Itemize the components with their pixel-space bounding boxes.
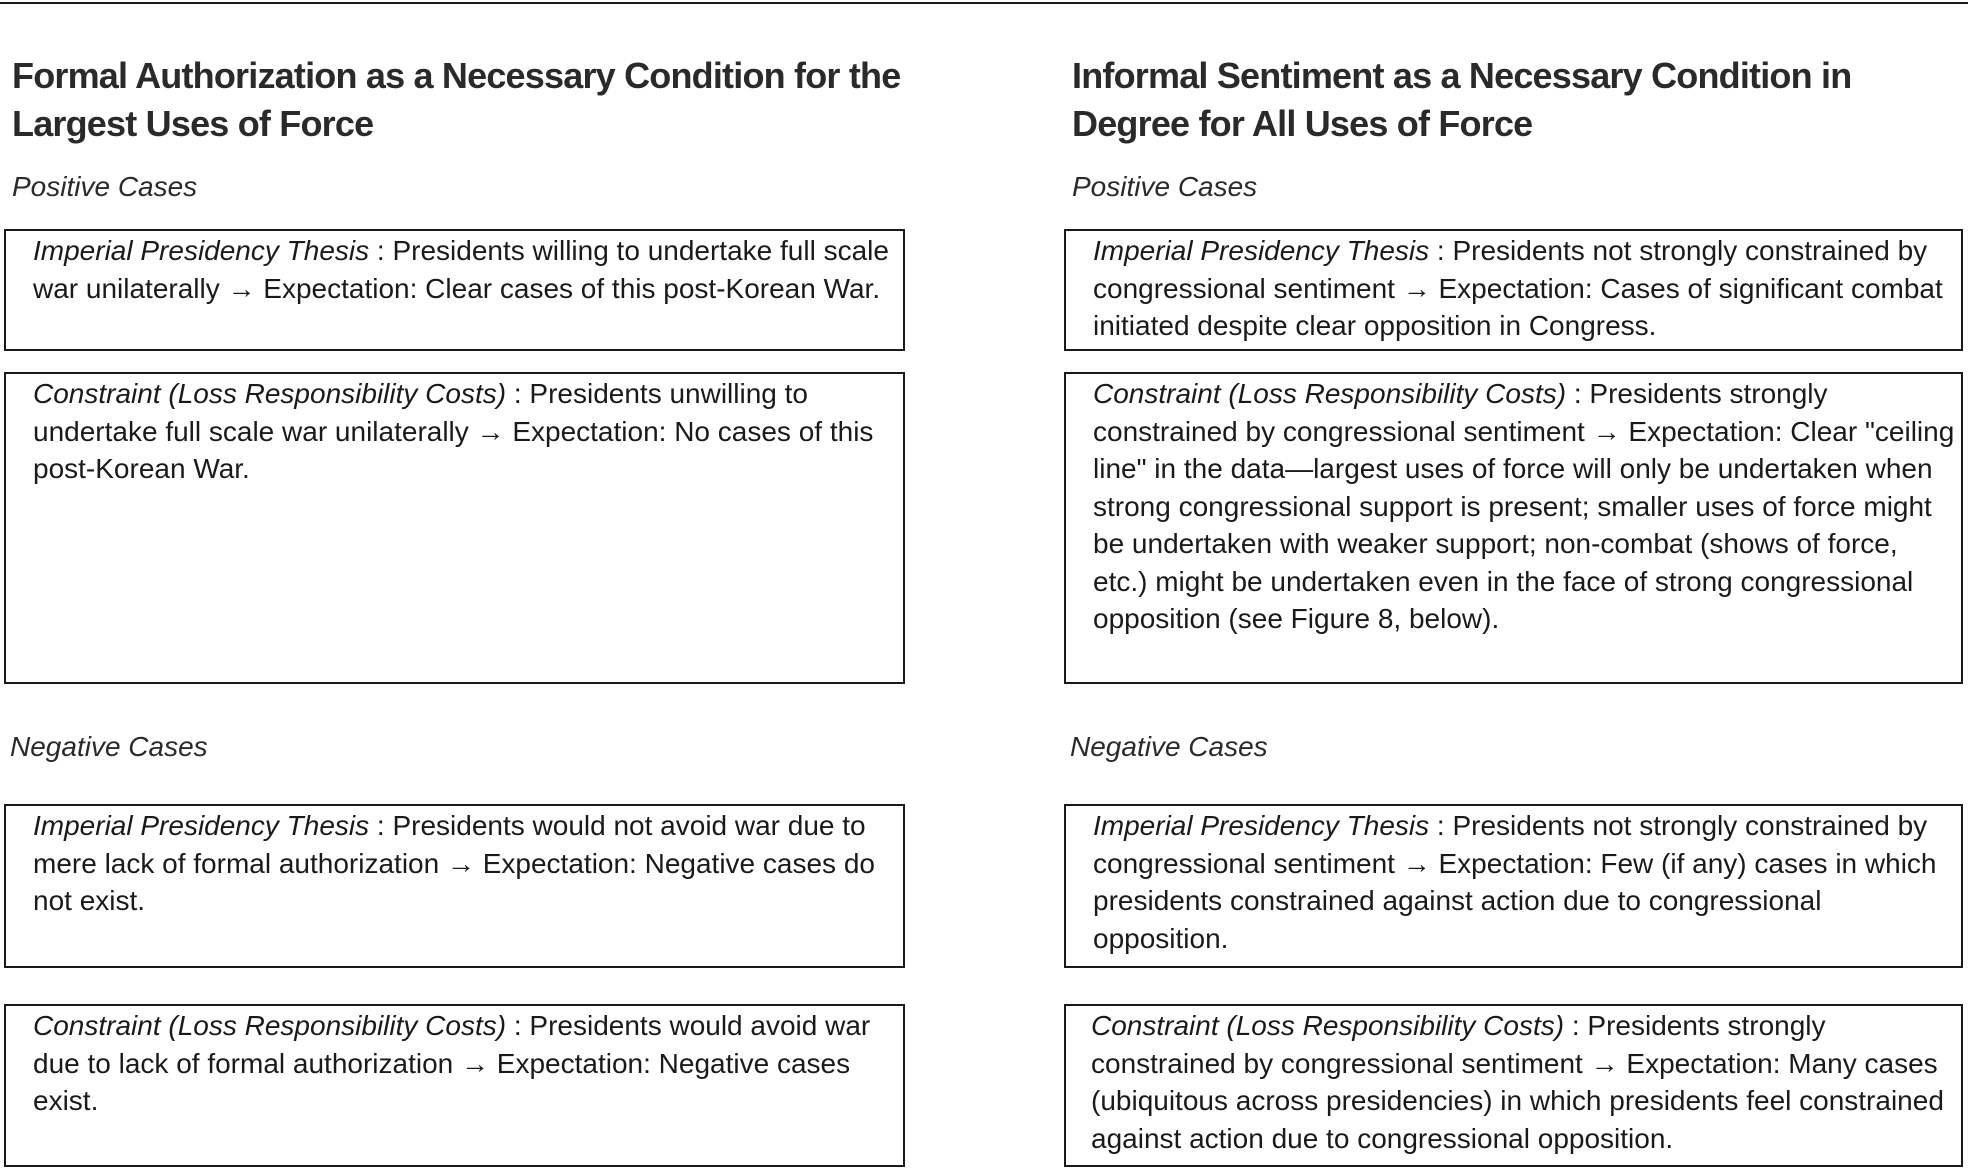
left-positive-cases-label: Positive Cases: [12, 171, 198, 202]
case-text: : Presidents strongly constrained by congressional sentiment → Expectation: Many cases (ubiquitous across presidencies) in which presidents feel constrained against action due to congressional opposition.: [1091, 1010, 1944, 1154]
case-text: : Presidents unwilling to undertake full scale war unilaterally → Expectation: No cases of this post-Korean War.: [33, 378, 874, 484]
case-text: : Presidents not strongly constrained by congressional sentiment → Expectation: Few (if any) cases in which presidents constrained against action due to congressional opposition.: [1093, 810, 1937, 954]
right-negative-cases-label: Negative Cases: [1070, 731, 1268, 762]
right-negative-imperial-box: [1064, 804, 1963, 968]
thesis-label: Constraint (Loss Responsibility Costs): [1093, 378, 1567, 409]
thesis-label: Constraint (Loss Responsibility Costs): [33, 1010, 507, 1041]
left-positive-imperial-box: [4, 229, 905, 351]
thesis-label: Constraint (Loss Responsibility Costs): [1091, 1010, 1565, 1041]
left-positive-constraint-box: [4, 372, 905, 684]
right-positive-constraint-box: [1064, 372, 1963, 684]
thesis-label: Imperial Presidency Thesis: [1093, 235, 1430, 266]
left-negative-constraint-box: [4, 1004, 905, 1167]
case-text: : Presidents not strongly constrained by congressional sentiment → Expectation: Cases of significant combat initiated despite clear opposition in Congress.: [1093, 235, 1943, 341]
right-positive-cases-label: Positive Cases: [1072, 171, 1258, 202]
left-negative-imperial-box: [4, 804, 905, 968]
right-positive-imperial-box: [1064, 229, 1963, 351]
thesis-label: Imperial Presidency Thesis: [1093, 810, 1430, 841]
case-text: : Presidents strongly constrained by congressional sentiment → Expectation: Clear "ceiling line" in the data—largest uses of force will only be undertaken when strong congressional support is present; smaller uses of force might be undertaken with weaker support; non-combat (shows of force, etc.) might be undertaken even in the face of strong congressional opposition (see Figure 8, below).: [1093, 378, 1955, 634]
top-rule: [0, 2, 1968, 4]
right-negative-constraint-box: [1064, 1004, 1963, 1167]
thesis-label: Constraint (Loss Responsibility Costs): [33, 378, 507, 409]
case-text: : Presidents would not avoid war due to mere lack of formal authorization → Expectation: Negative cases do not exist.: [33, 810, 875, 916]
left-negative-cases-label: Negative Cases: [10, 731, 208, 762]
left-column-title: Formal Authorization as a Necessary Condition for the Largest Uses of Force: [12, 55, 901, 144]
thesis-label: Imperial Presidency Thesis: [33, 810, 370, 841]
right-column-title: Informal Sentiment as a Necessary Condition in Degree for All Uses of Force: [1072, 55, 1852, 144]
case-text: : Presidents would avoid war due to lack of formal authorization → Expectation: Negative cases exist.: [33, 1010, 871, 1116]
case-text: : Presidents willing to undertake full scale war unilaterally → Expectation: Clear cases of this post-Korean War.: [33, 235, 889, 304]
thesis-label: Imperial Presidency Thesis: [33, 235, 370, 266]
